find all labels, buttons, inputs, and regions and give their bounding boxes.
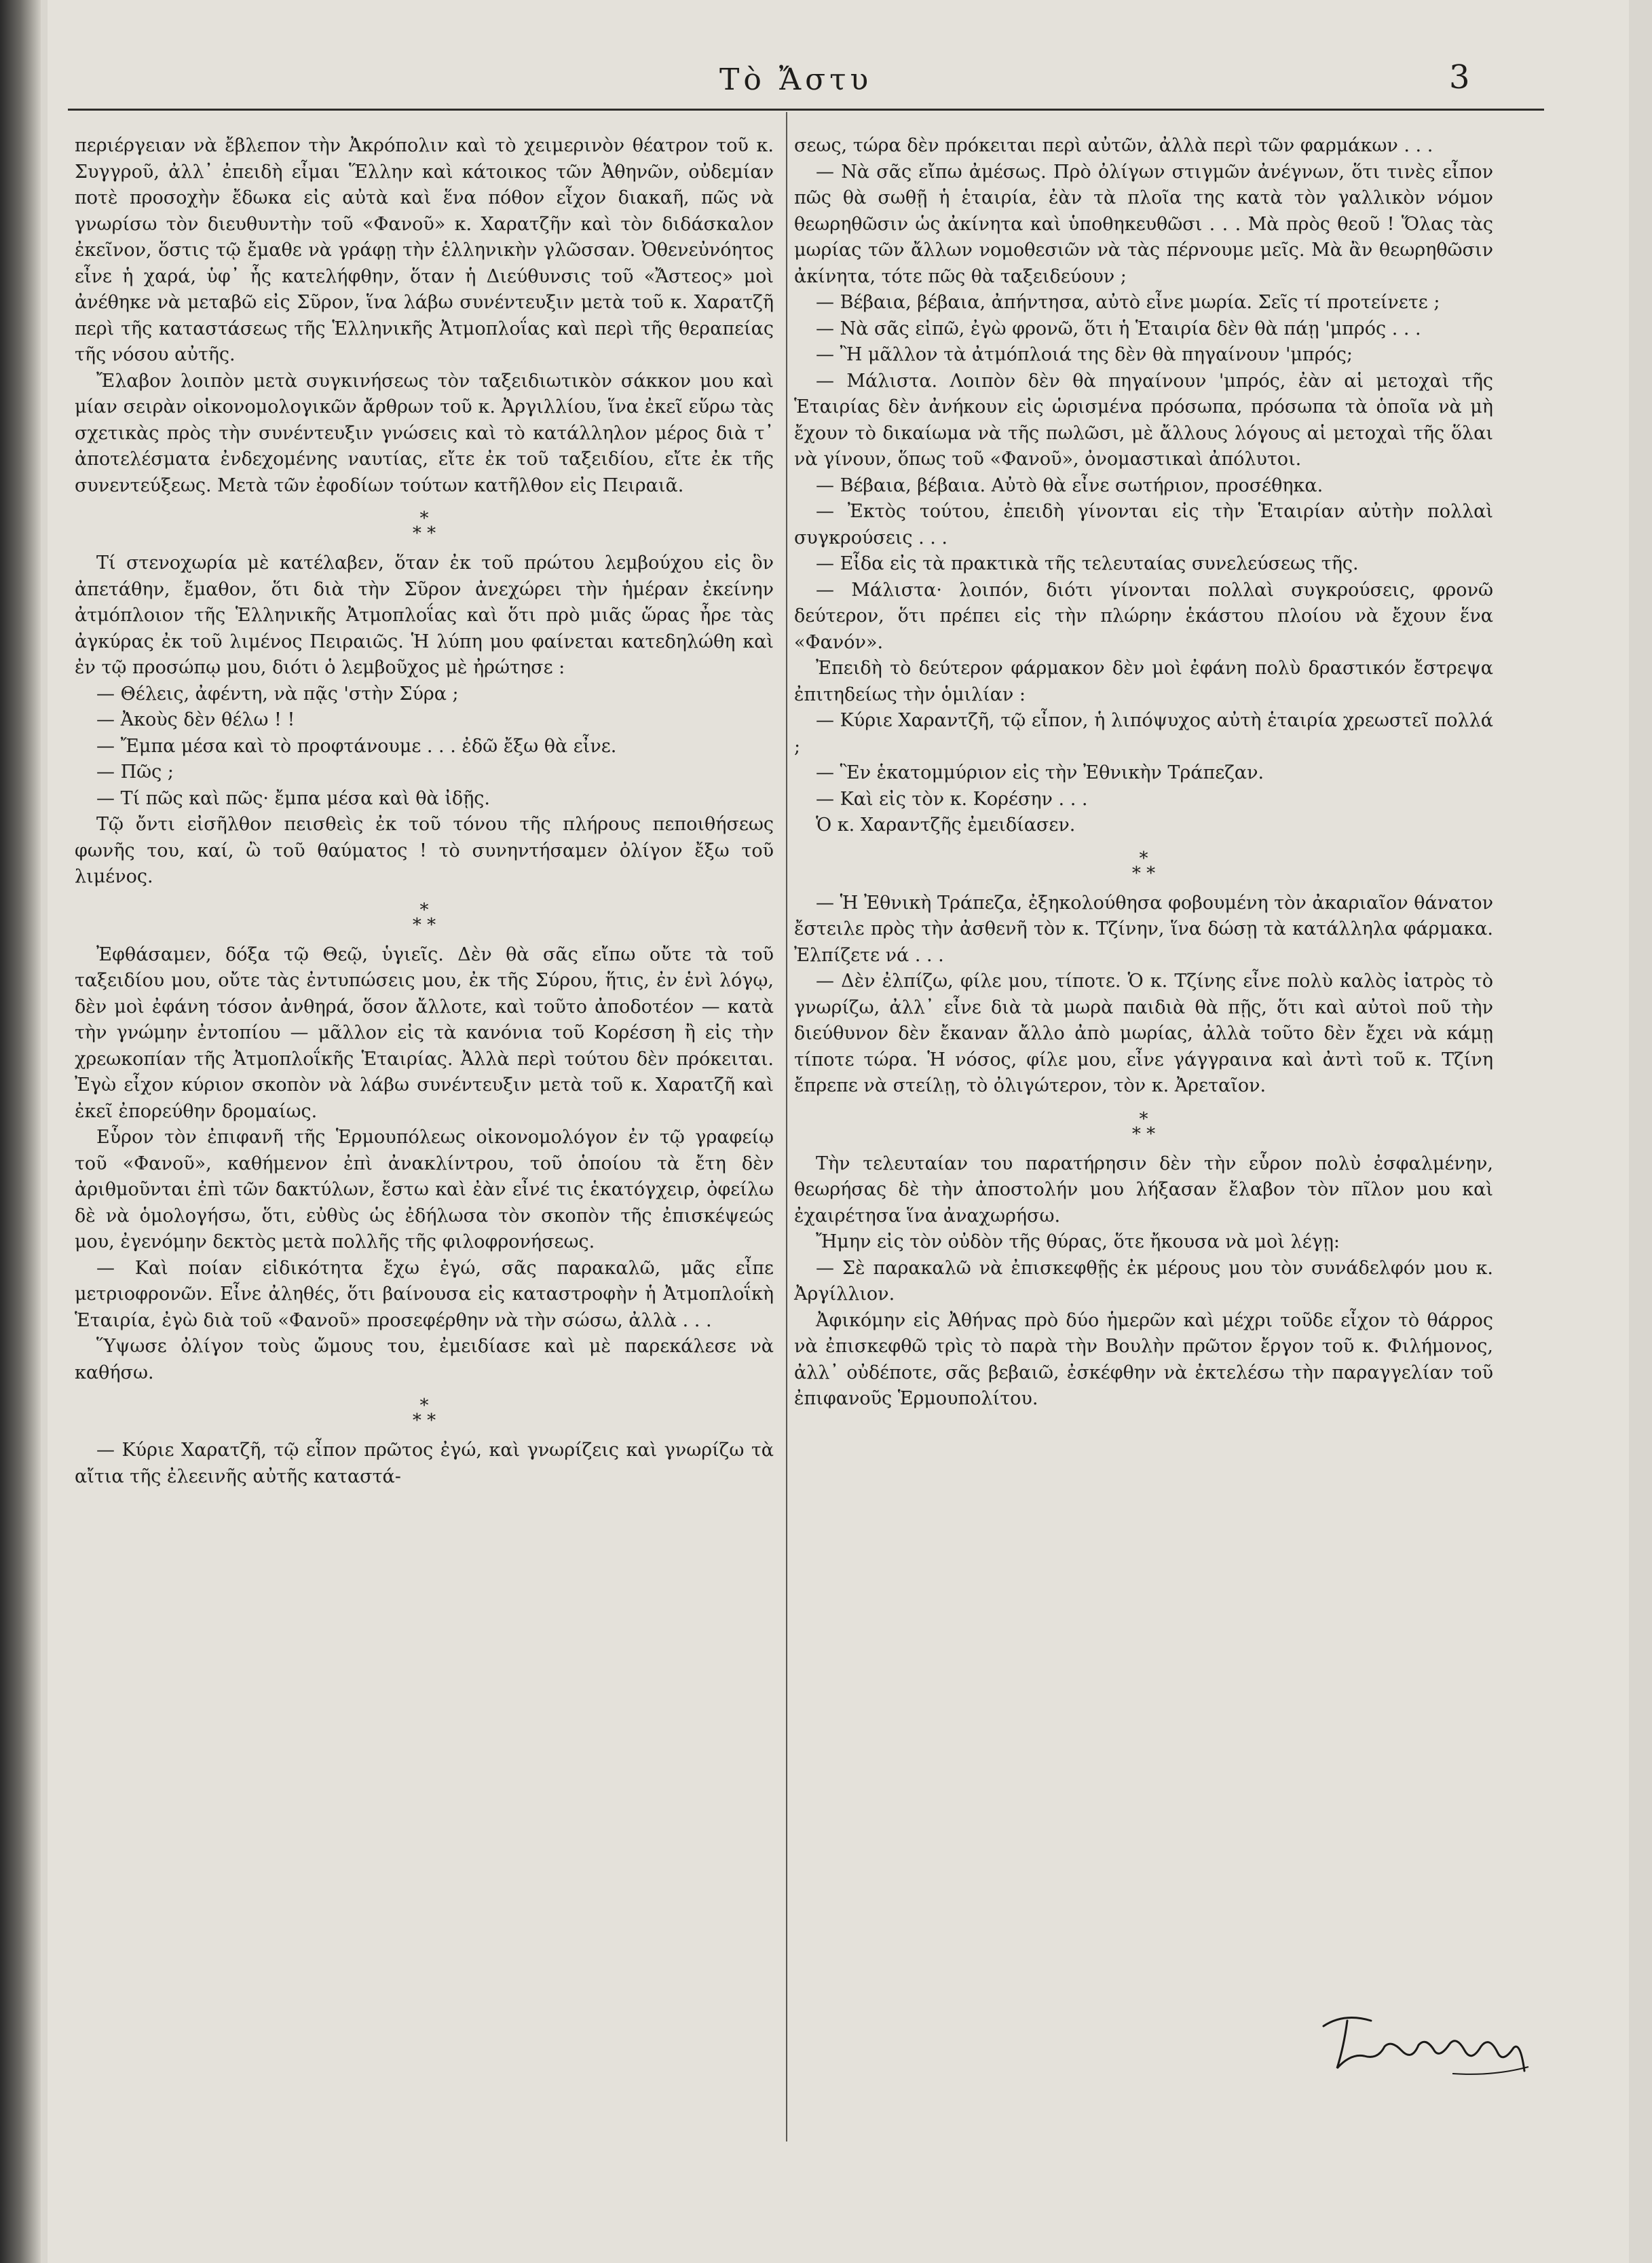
dialogue-line: — Βέβαια, βέβαια, ἀπήντησα, αὐτὸ εἶνε μωρία. Σεῖς τί προτείνετε ; — [816, 292, 1440, 313]
section-separator: * * * — [412, 899, 436, 935]
handwritten-signature — [1317, 2006, 1534, 2080]
paragraph: Εὗρον τὸν ἐπιφανῆ τῆς Ἑρμουπόλεως οἰκονομολόγον ἐν τῷ γραφείῳ τοῦ «Φανοῦ», καθήμενον ἐπὶ ἀνακλίντρου, τοῦ ὁποίου τὰ ἔτη δὲν ἀριθμοῦνται ἐπὶ τῶν δακτύλων, ἔστω καὶ ἐὰν εἶνέ τις ἑκατόγχειρ, ὀφείλω δὲ νὰ ὁμολογήσω, ὅτι, εὐθὺς ὡς ἐδήλωσα τὸν σκοπὸν τῆς ἐπισκέψεώς μου, ἐγενόμην δεκτὸς μετὰ πολλῆς τῆς φιλοφρονήσεως. — [75, 1127, 774, 1252]
dialogue-line: — Ἢ μᾶλλον τὰ ἀτμόπλοιά της δὲν θὰ πηγαίνουν 'μπρός; — [816, 344, 1353, 365]
dialogue-line: — Μάλιστα. Λοιπὸν δὲν θὰ πηγαίνουν 'μπρός, ἐὰν αἱ μετοχαὶ τῆς Ἑταιρίας δὲν ἀνήκουν εἰς ὡρισμένα πρόσωπα, πρόσωπα τὰ ὁποῖα νὰ μὴ ἔχουν τὸ δικαίωμα νὰ τῆς πωλῶσι, μὲ ἄλλους λόγους αἱ μετοχαὶ τῆς ὅλαι νὰ γίνουν, ὅπως τοῦ «Φανοῦ», ὀνομαστικαὶ ἀπόλυτοι. — [794, 370, 1493, 470]
dialogue-line: — Πῶς ; — [96, 762, 174, 783]
section-separator: * * * — [1131, 1108, 1156, 1144]
right-column — [794, 133, 1493, 1413]
paragraph: Ἐφθάσαμεν, δόξα τῷ Θεῷ, ὑγιεῖς. Δὲν θὰ σᾶς εἴπω οὔτε τὰ τοῦ ταξειδίου μου, οὔτε τὰς ἐντυπώσεις μου, ἐκ τῆς Σύρου, ἥτις, ἐν ἑνὶ λόγῳ, δὲν μοὶ ἐφάνη τόσον ἀνθηρά, ὅσον ἄλλοτε, καὶ τοῦτο ἀποδοτέον — κατὰ τὴν γνώμην ἐντοπίου — μᾶλλον εἰς τὰ κανόνια τοῦ Κορέσση ἢ εἰς τὴν χρεωκοπίαν τῆς Ἀτμοπλοΐκῆς Ἑταιρίας. Ἀλλὰ περὶ τούτου δὲν πρόκειται. Ἐγὼ εἶχον κύριον σκοπὸν νὰ λάβω συνέντευξιν μετὰ τοῦ κ. Χαρατζῆ καὶ ἐκεῖ ἐπορεύθην δρομαίως. — [75, 943, 774, 1122]
dialogue-line: — Ἔμπα μέσα καὶ τὸ προφτάνουμε . . . ἐδῶ ἔξω θὰ εἶνε. — [96, 735, 617, 757]
paragraph: Ὕψωσε ὀλίγον τοὺς ὤμους του, ἐμειδίασε καὶ μὲ παρεκάλεσε νὰ καθήσω. — [75, 1336, 774, 1383]
dialogue-line: — Καὶ εἰς τὸν κ. Κορέσην . . . — [816, 788, 1088, 810]
paragraph: Ἐπειδὴ τὸ δεύτερον φάρμακον δὲν μοὶ ἐφάνη πολὺ δραστικόν ἔστρεψα ἐπιτηδείως τὴν ὁμιλίαν : — [794, 658, 1493, 705]
dialogue-line: — Τί πῶς καὶ πῶς· ἔμπα μέσα καὶ θὰ ἰδῇς. — [96, 787, 490, 809]
paragraph: περιέργειαν νὰ ἔβλεπον τὴν Ἀκρόπολιν καὶ τὸ χειμερινὸν θέατρον τοῦ κ. Συγγροῦ, ἀλλ᾽ ἐπειδὴ εἶμαι Ἕλλην καὶ κάτοικος τῶν Ἀθηνῶν, οὐδεμίαν ποτὲ προσοχὴν ἔδωκα εἰς αὐτὰ καὶ ἕνα πόθον εἶχον διακαῆ, πῶς νὰ γνωρίσω τὸν διευθυντὴν τοῦ «Φανοῦ» κ. Χαρατζῆν καὶ τὸν διδάσκαλον ἐκεῖνον, ὅστις τῷ ἔμαθε νὰ γράφῃ τὴν ἑλληνικὴν γλῶσσαν. Ὀθενεὐνόητος εἶνε ἡ χαρά, ὑφ᾽ ἧς κατελήφθην, ὅταν ἡ Διεύθυνσις τοῦ «Ἄστεος» μοὶ ἀνέθηκε νὰ μεταβῶ εἰς Σῦρον, ἵνα λάβω συνέντευξιν μετὰ τοῦ κ. Χαρατζῆ περὶ τῆς καταστάσεως τῆς Ἑλληνικῆς Ἀτμοπλοΐας καὶ περὶ τῆς θεραπείας τῆς νόσου αὐτῆς. — [75, 135, 774, 365]
dialogue-line: — Νὰ σᾶς εἰπῶ, ἐγὼ φρονῶ, ὅτι ἡ Ἑταιρία δὲν θὰ πάῃ 'μπρός . . . — [816, 318, 1421, 339]
dialogue-line: — Ἐκτὸς τούτου, ἐπειδὴ γίνονται εἰς τὴν Ἑταιρίαν αὐτὴν πολλαὶ συγκρούσεις . . . — [794, 501, 1493, 548]
paragraph: Ἔλαβον λοιπὸν μετὰ συγκινήσεως τὸν ταξειδιωτικὸν σάκκον μου καὶ μίαν σειρὰν οἰκονομολογικῶν ἄρθρων τοῦ κ. Ἀργιλλίου, ἵνα ἐκεῖ εὕρω τὰς σχετικὰς πρὸς τὴν συνέντευξιν γνώσεις καὶ τὸ κατάλληλον μέρος διὰ τ᾽ ἀποτελέσματα ἐνδεχομένης ναυτίας, εἴτε ἐκ τοῦ ταξειδίου, εἴτε ἐκ τῆς συνεντεύξεως. Μετὰ τῶν ἐφοδίων τούτων κατῆλθον εἰς Πειραιᾶ. — [75, 370, 774, 496]
section-separator: * * * — [412, 1396, 436, 1431]
paragraph: Τὴν τελευταίαν του παρατήρησιν δὲν τὴν εὗρον πολὺ ἐσφαλμένην, θεωρήσας δὲ τὴν ἀποστολήν μου λήξασαν ἔλαβον τὸν πῖλον μου καὶ ἐχαιρέτησα ἵνα ἀναχωρήσω. — [794, 1153, 1493, 1227]
dialogue-line: — Βέβαια, βέβαια. Αὐτὸ θὰ εἶνε σωτήριον, προσέθηκα. — [816, 474, 1324, 496]
paragraph: Ἤμην εἰς τὸν οὐδὸν τῆς θύρας, ὅτε ἤκουσα νὰ μοὶ λέγῃ: — [816, 1231, 1340, 1252]
paragraph: Τί στενοχωρία μὲ κατέλαβεν, ὅταν ἐκ τοῦ πρώτου λεμβούχου εἰς ὃν ἀπετάθην, ἔμαθον, ὅτι διὰ τὴν Σῦρον ἀνεχώρει τὴν ἡμέραν ἐκείνην ἀτμόπλοιον τῆς Ἑλληνικῆς Ἀτμοπλοΐας καὶ ὅτι πρὸ μιᾶς ὥρας ἦρε τὰς ἀγκύρας ἐκ τοῦ λιμένος Πειραιῶς. Ἡ λύπη μου φαίνεται κατεδηλώθη καὶ ἐν τῷ προσώπῳ μου, διότι ὁ λεμβοῦχος μὲ ἠρώτησε : — [75, 553, 774, 678]
dialogue-line: — Κύριε Χαραντζῆ, τῷ εἶπον, ἡ λιπόψυχος αὐτὴ ἑταιρία χρεωστεῖ πολλά ; — [794, 710, 1493, 758]
running-header: Τὸ Ἄστυ — [719, 62, 873, 97]
dialogue-line: — Κύριε Χαρατζῆ, τῷ εἶπον πρῶτος ἐγώ, καὶ γνωρίζεις καὶ γνωρίζω τὰ αἴτια τῆς ἐλεεινῆς αὐτῆς καταστά- — [75, 1440, 774, 1487]
dialogue-line: — Σὲ παρακαλῶ νὰ ἐπισκεφθῇς ἐκ μέρους μου τὸν συνάδελφόν μου κ. Ἀργίλλιον. — [794, 1257, 1493, 1305]
paragraph: Ὁ κ. Χαραντζῆς ἐμειδίασεν. — [816, 815, 1076, 836]
dialogue-line: — Θέλεις, ἀφέντη, νὰ πᾷς 'στὴν Σύρα ; — [96, 683, 459, 705]
paragraph: Τῷ ὄντι εἰσῆλθον πεισθεὶς ἐκ τοῦ τόνου τῆς πλήρους πεποιθήσεως φωνῆς του, καί, ὢ τοῦ θαύματος ! τὸ συνηντήσαμεν ὀλίγον ἔξω τοῦ λιμένος. — [75, 814, 774, 887]
scan-binding-edge — [0, 0, 41, 2263]
dialogue-line: — Ἓν ἑκατομμύριον εἰς τὴν Ἐθνικὴν Τράπεζαν. — [816, 762, 1264, 783]
dialogue-line: — Εἶδα εἰς τὰ πρακτικὰ τῆς τελευταίας συνελεύσεως τῆς. — [816, 553, 1359, 574]
dialogue-line: — Καὶ ποίαν εἰδικότητα ἔχω ἐγώ, σᾶς παρακαλῶ, μᾶς εἶπε μετριοφρονῶν. Εἶνε ἀληθές, ὅτι βαίνουσα εἰς καταστροφὴν ἡ Ἀτμοπλοΐκὴ Ἑταιρία, ἐγὼ διὰ τοῦ «Φανοῦ» προσεφέρθην νὰ τὴν σώσω, ἀλλὰ . . . — [75, 1257, 774, 1331]
column-divider — [786, 112, 787, 2142]
dialogue-line: — Ἡ Ἐθνικὴ Τράπεζα, ἐξηκολούθησα φοβουμένη τὸν ἀκαριαῖον θάνατον ἔστειλε πρὸς τὴν ἀσθενῆ τὸν κ. Τζίνην, ἵνα δώσῃ τὰ κατάλληλα φάρμακα. Ἐλπίζετε νά . . . — [794, 892, 1493, 966]
paragraph: σεως, τώρα δὲν πρόκειται περὶ αὐτῶν, ἀλλὰ περὶ τῶν φαρμάκων . . . — [794, 135, 1433, 156]
dialogue-line: — Μάλιστα· λοιπόν, διότι γίνονται πολλαὶ συγκρούσεις, φρονῶ δεύτερον, ὅτι πρέπει εἰς τὴν πλώρην ἑκάστου πλοίου νὰ ἔχουν ἕνα «Φανόν». — [794, 579, 1493, 653]
left-column — [75, 133, 774, 1490]
dialogue-line: — Δὲν ἐλπίζω, φίλε μου, τίποτε. Ὁ κ. Τζίνης εἶνε πολὺ καλὸς ἰατρὸς τὸ γνωρίζω, ἀλλ᾽ εἶνε διὰ τὰ μωρὰ παιδιὰ θὰ πῇς, ὅτι καὶ αὐτοὶ ποῦ τὴν διεύθυνον δὲν ἔκαναν ἄλλο ἀπὸ μωρίας, ἀλλὰ τοῦτο δὲν ἔχει νὰ κάμῃ τίποτε τώρα. Ἡ νόσος, φίλε μου, εἶνε γάγγραινα καὶ ἀντὶ τοῦ κ. Τζίνη ἔπρεπε νὰ στείλῃ, τὸ ὀλιγώτερον, τὸν κ. Ἀρεταῖον. — [794, 971, 1493, 1096]
paragraph: Ἀφικόμην εἰς Ἀθήνας πρὸ δύο ἡμερῶν καὶ μέχρι τοῦδε εἶχον τὸ θάρρος νὰ ἐπισκεφθῶ τρὶς τὸ παρὰ τὴν Βουλὴν πρῶτον ἔργον τοῦ κ. Φιλήμονος, ἀλλ᾽ οὐδέποτε, σᾶς βεβαιῶ, ἐσκέφθην νὰ ἐκτελέσω τὴν παραγγελίαν τοῦ ἐπιφανοῦς Ἑρμουπολίτου. — [794, 1309, 1493, 1409]
dialogue-line: — Νὰ σᾶς εἴπω ἀμέσως. Πρὸ ὀλίγων στιγμῶν ἀνέγνων, ὅτι τινὲς εἶπον πῶς θὰ σωθῇ ἡ ἑταιρία, ἐὰν τὰ πλοῖα της κατὰ τὸν γαλλικὸν νόμον θεωρηθῶσιν ὡς ἀκίνητα καὶ ὑποθηκευθῶσι . . . Μὰ πρὸς θεοῦ ! Ὅλας τὰς μωρίας τῶν ἄλλων νομοθεσιῶν νὰ τὰς πέρνουμε μεῖς. Μὰ ἂν θεωρηθῶσιν ἀκίνητα, τότε πῶς θὰ ταξειδεύουν ; — [794, 161, 1493, 287]
header-rule — [68, 109, 1544, 111]
section-separator: * * * — [412, 508, 436, 544]
dialogue-line: — Ἀκοὺς δὲν θέλω ! ! — [96, 709, 295, 730]
section-separator: * * * — [1131, 848, 1156, 884]
page-number: 3 — [1449, 58, 1470, 96]
